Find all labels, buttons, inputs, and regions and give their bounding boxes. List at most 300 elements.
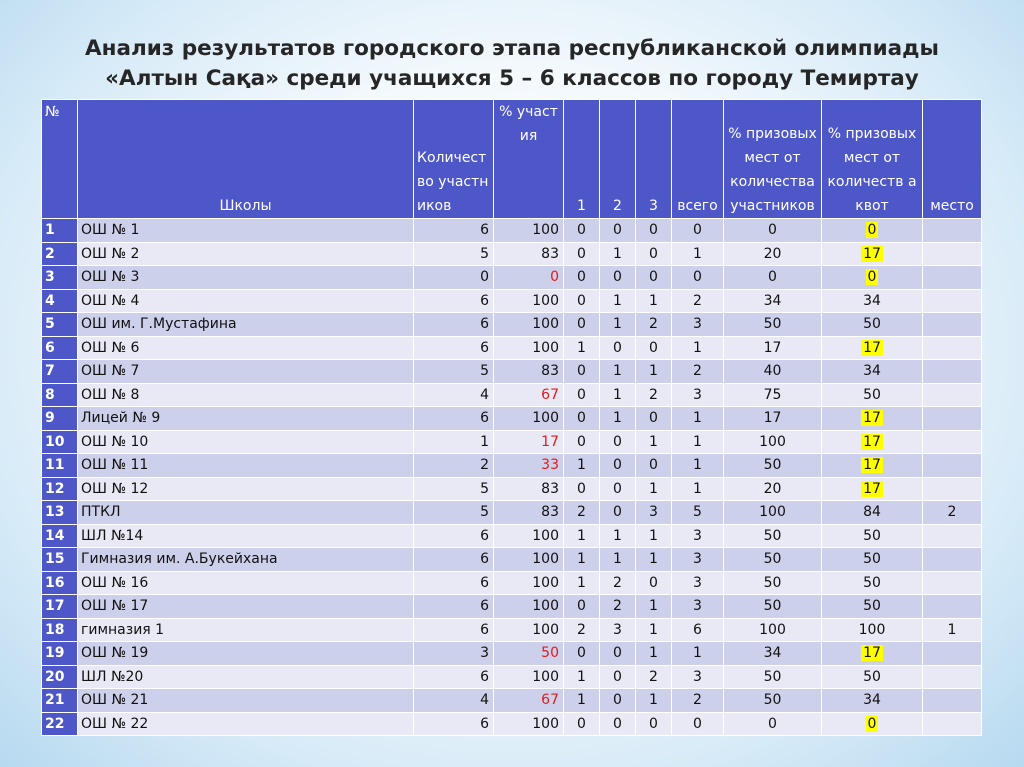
place-2-cell xyxy=(600,360,636,384)
total-cell-value: 1 xyxy=(693,457,702,474)
pct-of-quota-cell-value: 50 xyxy=(863,527,881,544)
place-1-cell-value: 0 xyxy=(577,480,586,497)
place-1-cell-value: 1 xyxy=(577,527,586,544)
place-cell-value: 2 xyxy=(947,504,957,521)
participants-cell xyxy=(414,712,494,736)
pct-of-quota-cell xyxy=(822,571,923,595)
place-cell xyxy=(923,571,982,595)
place-2-cell-value: 1 xyxy=(613,363,622,380)
place-2-cell-value: 3 xyxy=(613,621,622,638)
pct-of-quota-cell-value: 84 xyxy=(863,504,881,521)
place-2-cell xyxy=(600,571,636,595)
place-cell xyxy=(923,618,982,642)
place-3-cell-value: 2 xyxy=(649,386,658,403)
pct-of-participants-cell xyxy=(724,595,822,619)
pct-of-quota-cell-value: 0 xyxy=(867,715,877,732)
school-name-cell xyxy=(78,430,414,454)
pct-of-participants-cell-value: 20 xyxy=(763,245,782,262)
pct-of-quota-cell-value: 50 xyxy=(863,668,881,685)
place-cell xyxy=(923,642,982,666)
pct-of-quota-cell-value: 17 xyxy=(863,645,881,662)
place-3-cell-value: 0 xyxy=(649,574,658,591)
place-2-cell-value: 0 xyxy=(613,692,622,709)
school-name-cell-value: ОШ № 2 xyxy=(81,245,140,262)
place-1-cell xyxy=(564,524,600,548)
participants-cell-value: 6 xyxy=(480,527,489,544)
participation-pct-cell xyxy=(494,383,564,407)
place-3-cell xyxy=(636,407,672,431)
place-1-cell xyxy=(564,313,600,337)
participants-cell xyxy=(414,360,494,384)
school-name-cell-value: Гимназия им. А.Букейхана xyxy=(81,551,278,568)
pct-of-quota-cell xyxy=(822,501,923,525)
school-name-cell xyxy=(78,242,414,266)
participants-cell-value: 6 xyxy=(480,574,489,591)
school-name-cell-value: ОШ № 10 xyxy=(81,433,149,450)
place-2-cell-value: 1 xyxy=(613,245,622,262)
place-2-cell-value: 0 xyxy=(613,645,622,662)
place-2-cell xyxy=(600,712,636,736)
place-3-cell-value: 2 xyxy=(649,668,658,685)
place-1-cell-value: 0 xyxy=(577,222,586,239)
row-number xyxy=(42,595,78,619)
pct-of-participants-cell-value: 20 xyxy=(763,480,782,497)
row-number-value: 11 xyxy=(45,457,65,474)
place-2-cell-value: 0 xyxy=(613,269,622,286)
table-row xyxy=(42,689,982,713)
participants-cell-value: 6 xyxy=(480,715,489,732)
participation-pct-cell xyxy=(494,712,564,736)
pct-of-quota-cell-value: 17 xyxy=(863,457,881,474)
place-1-cell-value: 0 xyxy=(577,410,586,427)
participation-pct-cell xyxy=(494,242,564,266)
pct-of-quota-cell-value: 100 xyxy=(858,621,886,638)
total-cell xyxy=(672,242,724,266)
row-number xyxy=(42,383,78,407)
pct-of-participants-cell-value: 50 xyxy=(763,598,782,615)
participants-cell xyxy=(414,571,494,595)
place-cell xyxy=(923,548,982,572)
place-1-cell-value: 0 xyxy=(577,645,586,662)
participation-pct-cell xyxy=(494,595,564,619)
place-2-cell-value: 2 xyxy=(613,574,622,591)
school-name-cell xyxy=(78,595,414,619)
pct-of-participants-cell-value: 17 xyxy=(763,410,782,427)
participants-cell xyxy=(414,383,494,407)
pct-of-quota-cell-value: 17 xyxy=(863,410,881,427)
place-3-cell xyxy=(636,219,672,243)
place-3-cell xyxy=(636,712,672,736)
place-cell xyxy=(923,219,982,243)
pct-of-participants-cell-value: 0 xyxy=(768,269,777,286)
pct-of-participants-cell-value: 50 xyxy=(763,551,782,568)
participants-cell-value: 2 xyxy=(480,457,489,474)
place-2-cell xyxy=(600,501,636,525)
total-cell xyxy=(672,595,724,619)
total-cell xyxy=(672,477,724,501)
table-row xyxy=(42,336,982,360)
header-school: Школы xyxy=(78,100,414,219)
place-2-cell-value: 1 xyxy=(613,527,622,544)
pct-of-participants-cell xyxy=(724,689,822,713)
pct-of-quota-cell xyxy=(822,407,923,431)
participants-cell xyxy=(414,407,494,431)
place-3-cell-value: 1 xyxy=(649,598,658,615)
participation-pct-cell-value: 33 xyxy=(541,457,559,474)
participants-cell-value: 4 xyxy=(480,692,489,709)
place-3-cell xyxy=(636,313,672,337)
total-cell-value: 3 xyxy=(693,316,702,333)
place-3-cell xyxy=(636,665,672,689)
participation-pct-cell-value: 100 xyxy=(532,410,559,427)
pct-of-participants-cell-value: 50 xyxy=(763,692,782,709)
place-3-cell-value: 1 xyxy=(649,292,658,309)
row-number-value: 7 xyxy=(45,363,55,380)
pct-of-quota-cell-value: 50 xyxy=(863,598,881,615)
participation-pct-cell-value: 100 xyxy=(532,316,559,333)
header-total: всего xyxy=(672,100,724,219)
school-name-cell xyxy=(78,712,414,736)
place-3-cell xyxy=(636,477,672,501)
place-cell xyxy=(923,665,982,689)
total-cell-value: 0 xyxy=(693,269,702,286)
row-number xyxy=(42,242,78,266)
table-row xyxy=(42,571,982,595)
pct-of-participants-cell-value: 34 xyxy=(763,645,782,662)
total-cell-value: 6 xyxy=(693,621,702,638)
participation-pct-cell xyxy=(494,313,564,337)
place-3-cell-value: 1 xyxy=(649,645,658,662)
place-cell xyxy=(923,360,982,384)
place-1-cell-value: 0 xyxy=(577,386,586,403)
pct-of-quota-cell-value: 34 xyxy=(863,363,881,380)
row-number-value: 16 xyxy=(45,574,65,591)
pct-of-participants-cell-value: 100 xyxy=(759,621,786,638)
place-2-cell xyxy=(600,383,636,407)
place-1-cell-value: 1 xyxy=(577,551,586,568)
participation-pct-cell xyxy=(494,289,564,313)
participation-pct-cell xyxy=(494,407,564,431)
school-name-cell xyxy=(78,407,414,431)
school-name-cell-value: ОШ № 1 xyxy=(81,222,140,239)
participants-cell xyxy=(414,289,494,313)
place-1-cell-value: 1 xyxy=(577,692,586,709)
participation-pct-cell xyxy=(494,501,564,525)
pct-of-quota-cell xyxy=(822,454,923,478)
place-2-cell xyxy=(600,336,636,360)
title-line-1: Анализ результатов городского этапа республиканской олимпиады xyxy=(84,36,939,61)
place-3-cell xyxy=(636,595,672,619)
row-number-value: 14 xyxy=(45,527,65,544)
participation-pct-cell-value: 83 xyxy=(541,504,559,521)
row-number xyxy=(42,219,78,243)
row-number xyxy=(42,430,78,454)
school-name-cell-value: ОШ им. Г.Мустафина xyxy=(81,316,237,333)
place-2-cell-value: 1 xyxy=(613,292,622,309)
place-1-cell-value: 0 xyxy=(577,363,586,380)
school-name-cell xyxy=(78,571,414,595)
table-row xyxy=(42,454,982,478)
pct-of-participants-cell-value: 50 xyxy=(763,668,782,685)
participants-cell xyxy=(414,266,494,290)
place-1-cell xyxy=(564,642,600,666)
participation-pct-cell-value: 67 xyxy=(541,692,559,709)
place-3-cell xyxy=(636,548,672,572)
pct-of-participants-cell xyxy=(724,618,822,642)
participants-cell xyxy=(414,501,494,525)
row-number-value: 3 xyxy=(45,269,55,286)
pct-of-participants-cell xyxy=(724,454,822,478)
table-row xyxy=(42,360,982,384)
school-name-cell xyxy=(78,336,414,360)
total-cell xyxy=(672,383,724,407)
participation-pct-cell xyxy=(494,571,564,595)
place-2-cell xyxy=(600,430,636,454)
school-name-cell xyxy=(78,360,414,384)
pct-of-participants-cell xyxy=(724,360,822,384)
participants-cell xyxy=(414,454,494,478)
place-1-cell-value: 0 xyxy=(577,715,586,732)
place-cell xyxy=(923,407,982,431)
place-3-cell-value: 1 xyxy=(649,621,658,638)
school-name-cell xyxy=(78,548,414,572)
pct-of-quota-cell xyxy=(822,477,923,501)
school-name-cell xyxy=(78,454,414,478)
table-row xyxy=(42,548,982,572)
place-1-cell-value: 0 xyxy=(577,433,586,450)
place-3-cell xyxy=(636,571,672,595)
total-cell xyxy=(672,712,724,736)
place-1-cell xyxy=(564,477,600,501)
place-cell xyxy=(923,430,982,454)
place-cell xyxy=(923,501,982,525)
pct-of-quota-cell-value: 17 xyxy=(863,433,881,450)
total-cell-value: 3 xyxy=(693,668,702,685)
place-2-cell xyxy=(600,242,636,266)
total-cell-value: 3 xyxy=(693,598,702,615)
table-row xyxy=(42,266,982,290)
school-name-cell xyxy=(78,689,414,713)
place-cell-value: 1 xyxy=(947,621,957,638)
header-place-1: 1 xyxy=(564,100,600,219)
total-cell-value: 1 xyxy=(693,645,702,662)
pct-of-quota-cell xyxy=(822,360,923,384)
school-name-cell-value: ОШ № 16 xyxy=(81,574,149,591)
place-3-cell-value: 0 xyxy=(649,457,658,474)
row-number xyxy=(42,313,78,337)
pct-of-participants-cell xyxy=(724,407,822,431)
pct-of-participants-cell xyxy=(724,313,822,337)
place-3-cell-value: 0 xyxy=(649,245,658,262)
row-number xyxy=(42,360,78,384)
school-name-cell-value: ШЛ №20 xyxy=(81,668,144,685)
total-cell-value: 2 xyxy=(693,363,702,380)
pct-of-quota-cell-value: 17 xyxy=(863,339,881,356)
participation-pct-cell xyxy=(494,219,564,243)
place-1-cell-value: 2 xyxy=(577,504,586,521)
place-3-cell-value: 2 xyxy=(649,316,658,333)
page-title xyxy=(0,34,1024,94)
pct-of-participants-cell-value: 34 xyxy=(763,292,782,309)
row-number-value: 8 xyxy=(45,386,55,403)
total-cell xyxy=(672,548,724,572)
total-cell-value: 1 xyxy=(693,410,702,427)
place-1-cell xyxy=(564,595,600,619)
place-3-cell-value: 1 xyxy=(649,433,658,450)
place-2-cell-value: 1 xyxy=(613,386,622,403)
place-1-cell xyxy=(564,430,600,454)
pct-of-participants-cell xyxy=(724,712,822,736)
pct-of-participants-cell xyxy=(724,571,822,595)
participants-cell-value: 5 xyxy=(480,363,489,380)
place-3-cell-value: 1 xyxy=(649,692,658,709)
row-number-value: 2 xyxy=(45,245,55,262)
participation-pct-cell xyxy=(494,642,564,666)
place-1-cell xyxy=(564,548,600,572)
total-cell xyxy=(672,360,724,384)
place-1-cell xyxy=(564,501,600,525)
place-2-cell-value: 0 xyxy=(613,222,622,239)
participation-pct-cell-value: 83 xyxy=(541,363,559,380)
place-3-cell xyxy=(636,524,672,548)
place-1-cell xyxy=(564,219,600,243)
header-place: место xyxy=(923,100,982,219)
school-name-cell-value: ОШ № 17 xyxy=(81,598,149,615)
total-cell xyxy=(672,454,724,478)
total-cell xyxy=(672,618,724,642)
participants-cell xyxy=(414,689,494,713)
place-1-cell xyxy=(564,618,600,642)
school-name-cell-value: ОШ № 22 xyxy=(81,715,149,732)
participation-pct-cell xyxy=(494,266,564,290)
total-cell xyxy=(672,289,724,313)
header-place-3: 3 xyxy=(636,100,672,219)
place-2-cell xyxy=(600,477,636,501)
participants-cell xyxy=(414,430,494,454)
place-2-cell xyxy=(600,219,636,243)
participants-cell-value: 6 xyxy=(480,410,489,427)
row-number xyxy=(42,548,78,572)
row-number xyxy=(42,618,78,642)
participation-pct-cell-value: 100 xyxy=(532,292,559,309)
participation-pct-cell xyxy=(494,477,564,501)
school-name-cell xyxy=(78,219,414,243)
place-3-cell-value: 0 xyxy=(649,269,658,286)
pct-of-participants-cell xyxy=(724,665,822,689)
place-2-cell xyxy=(600,595,636,619)
pct-of-quota-cell xyxy=(822,689,923,713)
place-2-cell-value: 0 xyxy=(613,504,622,521)
pct-of-quota-cell xyxy=(822,712,923,736)
participants-cell xyxy=(414,219,494,243)
pct-of-quota-cell-value: 50 xyxy=(863,316,881,333)
total-cell-value: 1 xyxy=(693,433,702,450)
place-cell xyxy=(923,595,982,619)
pct-of-participants-cell xyxy=(724,266,822,290)
place-2-cell xyxy=(600,689,636,713)
pct-of-participants-cell xyxy=(724,642,822,666)
place-2-cell xyxy=(600,454,636,478)
place-1-cell xyxy=(564,665,600,689)
school-name-cell-value: ОШ № 11 xyxy=(81,457,149,474)
participants-cell-value: 6 xyxy=(480,316,489,333)
pct-of-participants-cell xyxy=(724,477,822,501)
pct-of-quota-cell-value: 34 xyxy=(863,292,881,309)
row-number xyxy=(42,712,78,736)
table-body xyxy=(42,219,982,736)
total-cell xyxy=(672,407,724,431)
pct-of-quota-cell xyxy=(822,383,923,407)
participants-cell xyxy=(414,548,494,572)
participants-cell xyxy=(414,618,494,642)
participants-cell-value: 5 xyxy=(480,245,489,262)
pct-of-quota-cell xyxy=(822,642,923,666)
school-name-cell xyxy=(78,665,414,689)
pct-of-participants-cell-value: 0 xyxy=(768,222,777,239)
total-cell xyxy=(672,430,724,454)
place-3-cell xyxy=(636,642,672,666)
pct-of-participants-cell xyxy=(724,336,822,360)
row-number-value: 19 xyxy=(45,645,65,662)
total-cell xyxy=(672,313,724,337)
total-cell xyxy=(672,336,724,360)
row-number xyxy=(42,407,78,431)
place-cell xyxy=(923,266,982,290)
school-name-cell xyxy=(78,477,414,501)
place-1-cell xyxy=(564,242,600,266)
participation-pct-cell-value: 83 xyxy=(541,245,559,262)
place-3-cell xyxy=(636,360,672,384)
row-number xyxy=(42,689,78,713)
table-row xyxy=(42,430,982,454)
participants-cell xyxy=(414,642,494,666)
header-pct-of-participants: % призовых мест от количества участников xyxy=(724,100,822,219)
pct-of-participants-cell-value: 40 xyxy=(763,363,782,380)
place-1-cell xyxy=(564,289,600,313)
participation-pct-cell-value: 100 xyxy=(532,715,559,732)
pct-of-quota-cell-value: 17 xyxy=(863,480,881,497)
place-1-cell xyxy=(564,336,600,360)
place-2-cell-value: 0 xyxy=(613,715,622,732)
participation-pct-cell-value: 100 xyxy=(532,527,559,544)
place-2-cell-value: 1 xyxy=(613,316,622,333)
participation-pct-cell xyxy=(494,454,564,478)
pct-of-quota-cell xyxy=(822,665,923,689)
school-name-cell-value: ШЛ №14 xyxy=(81,527,144,544)
row-number xyxy=(42,665,78,689)
total-cell xyxy=(672,665,724,689)
row-number-value: 10 xyxy=(45,433,65,450)
place-1-cell xyxy=(564,571,600,595)
pct-of-quota-cell xyxy=(822,548,923,572)
row-number-value: 9 xyxy=(45,410,55,427)
total-cell-value: 1 xyxy=(693,480,702,497)
participation-pct-cell-value: 0 xyxy=(550,269,559,286)
table-row xyxy=(42,501,982,525)
participation-pct-cell-value: 100 xyxy=(532,222,559,239)
place-2-cell-value: 1 xyxy=(613,551,622,568)
pct-of-participants-cell xyxy=(724,219,822,243)
place-2-cell xyxy=(600,524,636,548)
row-number-value: 5 xyxy=(45,316,55,333)
participants-cell-value: 6 xyxy=(480,222,489,239)
total-cell xyxy=(672,689,724,713)
total-cell-value: 1 xyxy=(693,245,702,262)
table-row xyxy=(42,595,982,619)
total-cell xyxy=(672,501,724,525)
school-name-cell-value: ОШ № 12 xyxy=(81,480,149,497)
participants-cell xyxy=(414,242,494,266)
